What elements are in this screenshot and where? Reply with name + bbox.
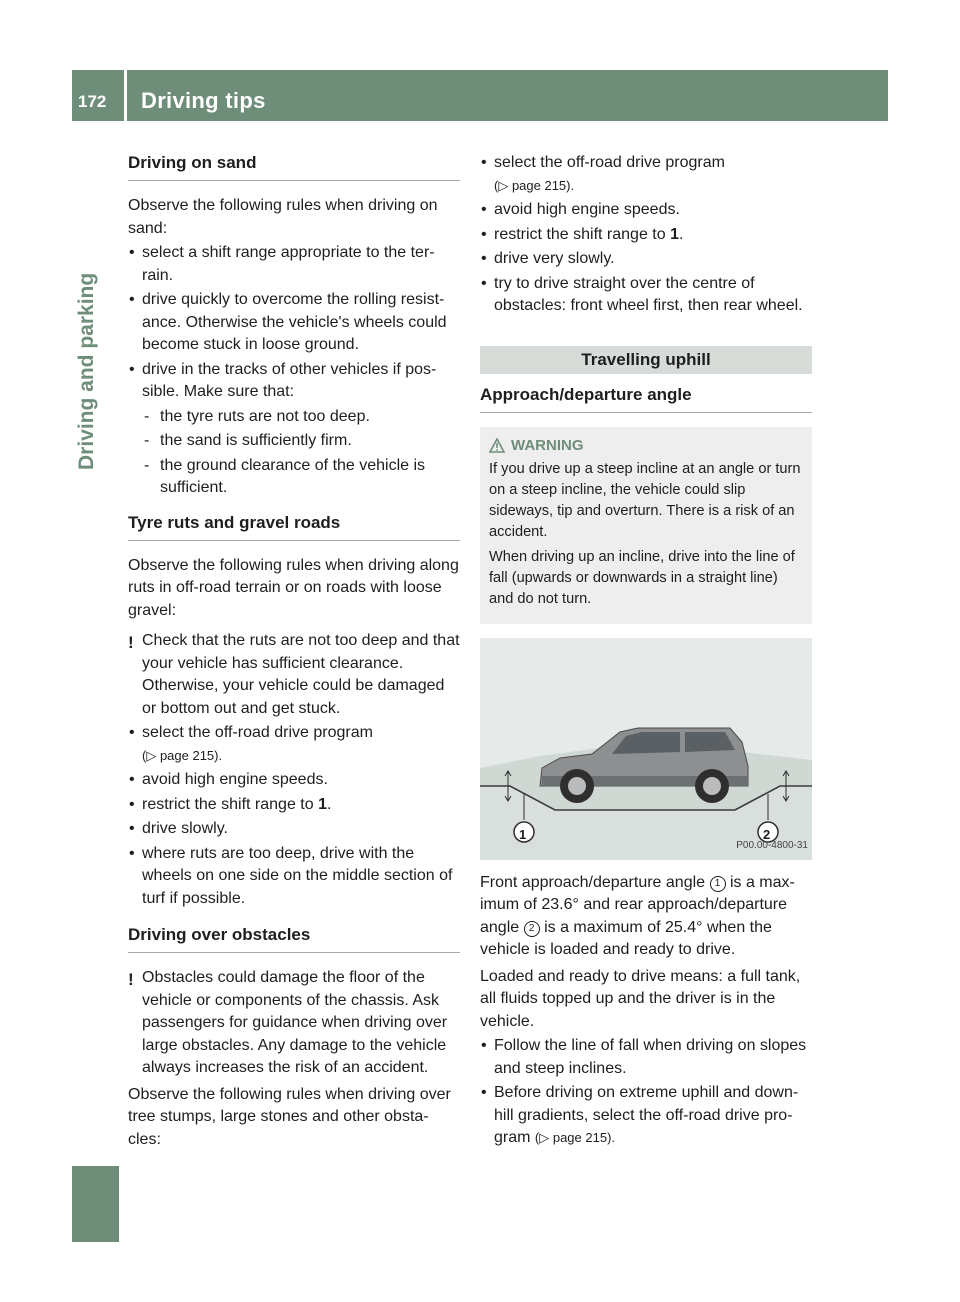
paragraph-text: is a max-imum of 23.6° and rear approach/departure angle <box>480 873 795 936</box>
paragraph-text: Front approach/departure angle <box>480 873 706 891</box>
warning-box <box>480 427 812 624</box>
page-title: Driving tips <box>141 88 266 113</box>
callout-2-ref: 2 <box>524 921 540 937</box>
caution-icon: ! <box>128 970 134 989</box>
sub-list-item: - the sand is sufficiently firm. <box>128 430 460 453</box>
list-item <box>480 152 812 197</box>
callout-1: 1 <box>519 826 527 842</box>
list-item-text: select the off-road drive program <box>142 724 373 741</box>
punctuation: . <box>679 225 684 243</box>
list-item: • drive very slowly. <box>480 248 812 271</box>
list-item: • avoid high engine speeds. <box>480 199 812 222</box>
left-column <box>128 152 460 1151</box>
page-ref[interactable]: (▷ page 215). <box>494 177 575 193</box>
list-item: • drive in the tracks of other vehicles if pos-sible. Make sure that: <box>128 359 460 404</box>
header-divider <box>124 70 127 121</box>
punctuation: . <box>327 795 332 813</box>
paragraph: Loaded and ready to drive means: a full tank, all fluids topped up and the driver is in the vehicle. <box>480 967 801 1030</box>
heading-obstacles: Driving over obstacles <box>128 924 460 953</box>
list-item <box>480 224 812 247</box>
caution-text: Obstacles could damage the floor of the vehicle or components of the chassis. Ask passengers for guidance when driving over large obstacles. Any damage to the vehicle always increases the risk of an accident. <box>142 969 448 1076</box>
list-item: • try to drive straight over the centre of obstacles: front wheel first, then rear wheel. <box>480 273 812 318</box>
warning-label: WARNING <box>511 436 584 454</box>
caution-icon: ! <box>128 633 134 652</box>
page-ref[interactable]: (▷ page 215). <box>142 747 223 763</box>
caution-text: Check that the ruts are not too deep and that your vehicle has sufficient clearance. Otherwise, your vehicle could be damaged or bottom out and get stuck. <box>142 632 460 717</box>
caution-note <box>128 630 460 720</box>
heading-tyre-ruts: Tyre ruts and gravel roads <box>128 512 460 541</box>
callout-2: 2 <box>763 826 771 842</box>
warning-text: When driving up an incline, drive into the line of fall (upwards or downwards in a straight line) and do not turn. <box>489 548 795 607</box>
paragraph: Observe the following rules when driving along ruts in off-road terrain or on roads with loose gravel: <box>128 556 459 619</box>
page-number: 172 <box>78 92 107 111</box>
shift-range-value: 1 <box>318 795 327 813</box>
page-ref[interactable]: (▷ page 215). <box>534 1130 616 1145</box>
list-item: • Follow the line of fall when driving on slopes and steep inclines. <box>480 1035 812 1080</box>
list-item <box>128 722 460 767</box>
callout-1-ref: 1 <box>710 876 726 892</box>
list-item: • where ruts are too deep, drive with the wheels on one side on the middle section of turf if possible. <box>128 843 460 911</box>
list-item-text: restrict the shift range to <box>142 795 314 813</box>
list-item-text: Before driving on extreme uphill and down-hill gradients, select the off-road drive pro-gram <box>494 1084 799 1146</box>
paragraph: Observe the following rules when driving over tree stumps, large stones and other obsta-cles: <box>128 1085 451 1148</box>
approach-angle-figure <box>480 638 812 860</box>
list-item <box>480 1082 812 1150</box>
list-item: • select a shift range appropriate to the ter-rain. <box>128 242 460 287</box>
paragraph-text: is a maximum of 25.4° when the vehicle is loaded and ready to drive. <box>480 918 772 958</box>
chapter-marker <box>72 1166 119 1242</box>
shift-range-value: 1 <box>670 225 679 243</box>
chapter-label: Driving and parking <box>75 272 98 470</box>
paragraph <box>480 872 812 962</box>
list-item-text: select the off-road drive program <box>494 154 725 171</box>
warning-text: If you drive up a steep incline at an angle or turn on a steep incline, the vehicle could slip sideways, tip and overturn. There is a risk of an accident. <box>489 460 801 540</box>
section-band: Travelling uphill <box>480 346 812 374</box>
list-item: • drive slowly. <box>128 818 460 841</box>
list-item: • avoid high engine speeds. <box>128 769 460 792</box>
list-item <box>128 794 460 817</box>
heading-approach-departure: Approach/departure angle <box>480 384 812 413</box>
sub-list-item: - the ground clearance of the vehicle is sufficient. <box>128 455 460 500</box>
list-item-text: restrict the shift range to <box>494 225 666 243</box>
caution-note <box>128 967 460 1080</box>
right-column <box>480 152 812 1150</box>
paragraph: Observe the following rules when driving on sand: <box>128 197 438 237</box>
warning-header <box>489 435 803 456</box>
warning-triangle-icon <box>489 438 505 453</box>
figure-code: P00.00-4800-31 <box>736 840 808 851</box>
heading-driving-on-sand: Driving on sand <box>128 152 460 181</box>
sub-list-item: - the tyre ruts are not too deep. <box>128 406 460 429</box>
list-item: • drive quickly to overcome the rolling resist-ance. Otherwise the vehicle's wheels could become stuck in loose ground. <box>128 289 460 357</box>
